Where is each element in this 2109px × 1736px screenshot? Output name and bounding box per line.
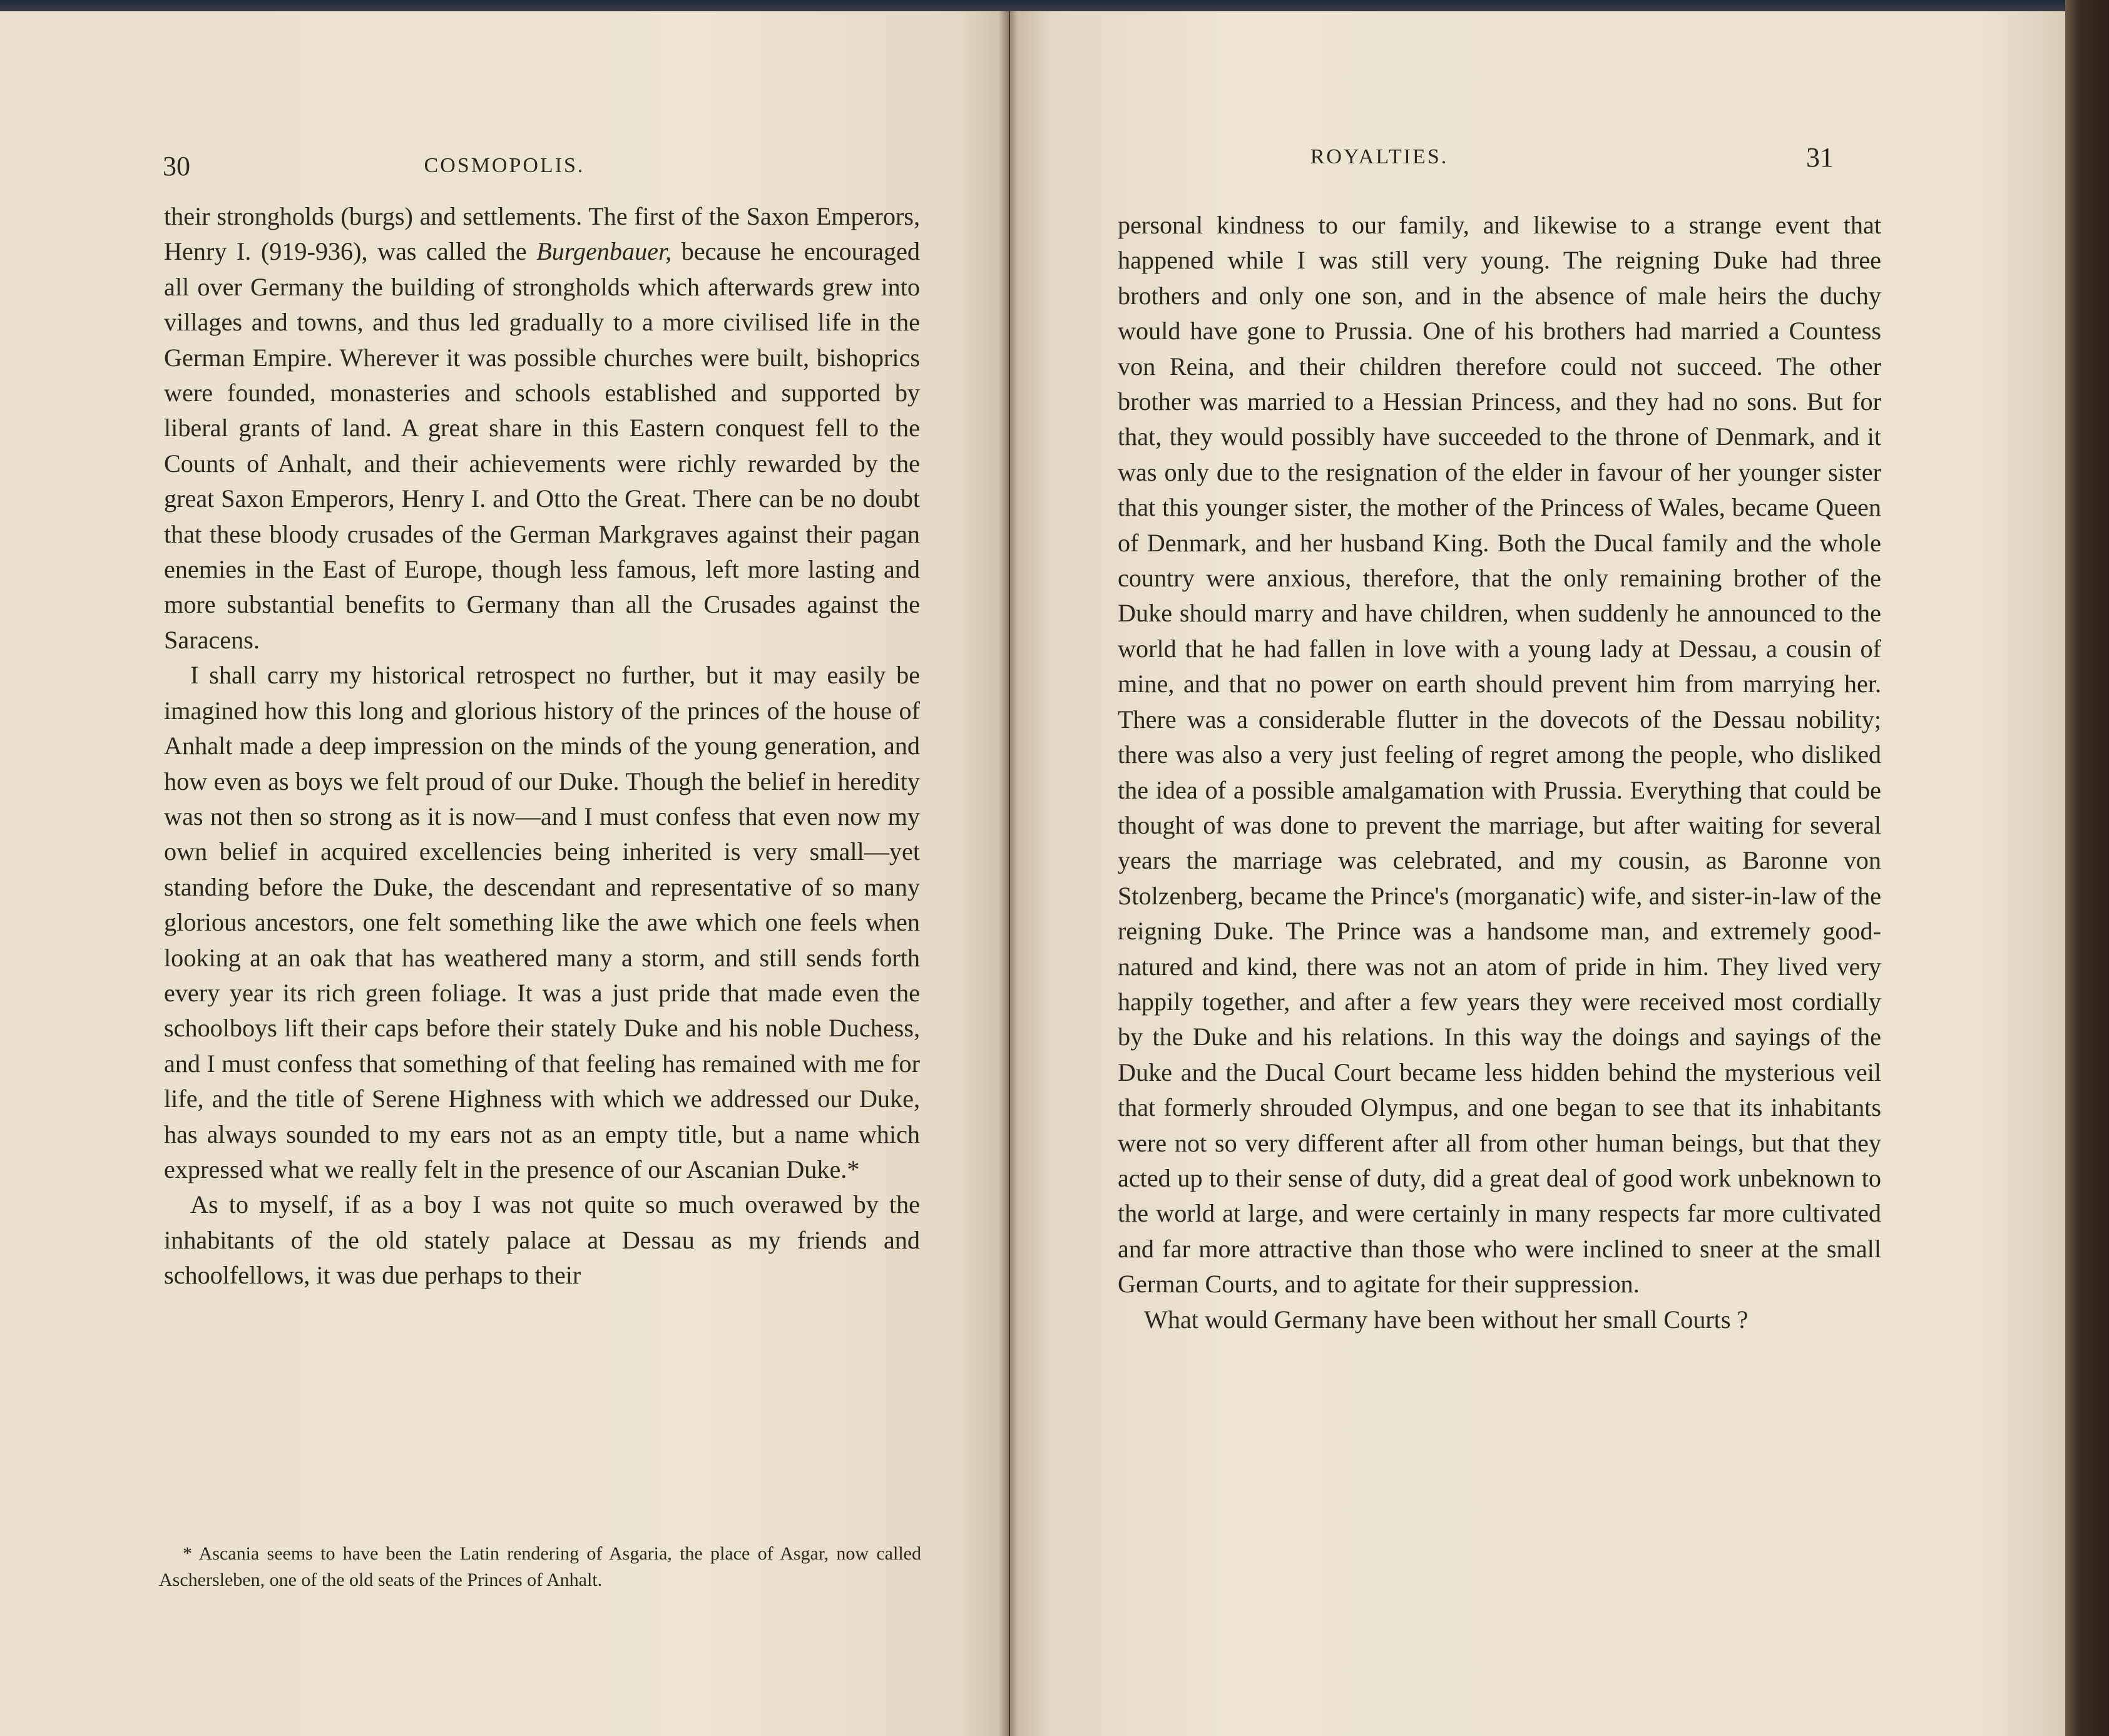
left-paragraph-1-italic: Burgenbauer,: [536, 237, 672, 266]
left-footnote-text: * Ascania seems to have been the Latin rendering of Asgaria, the place of Asgar, now called Aschersleben, one of the old seats of the Princes of Anhalt.: [159, 1543, 921, 1590]
right-page-header: [1010, 142, 2068, 183]
book-gutter: [999, 11, 1018, 1736]
right-paragraph-2: What would Germany have been without her small Courts ?: [1144, 1305, 1749, 1334]
left-body-text: [164, 199, 920, 1294]
right-page: [1010, 11, 2068, 1736]
left-page-header: [0, 151, 1009, 191]
left-footnote: [159, 1541, 921, 1593]
left-paragraph-1-text-b: because he encouraged all over Germany the building of strongholds which afterwards grew into villages and towns, and thus led gradually to a more civilised life in the German Empire. Wherever it was possible churches were built, bishoprics were founded, monasteries and schools established and supported by liberal grants of land. A great share in this Eastern conquest fell to the Counts of Anhalt, and their achievements were richly rewarded by the great Saxon Emperors, Henry I. and Otto the Great. There can be no doubt that these bloody crusades of the German Markgraves against their pagan enemies in the East of Europe, though less famous, left more lasting and more substantial benefits to Germany than all the Crusades against the Saracens.: [164, 237, 920, 654]
left-paragraph-1: [164, 199, 920, 658]
left-paragraph-2: I shall carry my historical retrospect no further, but it may easily be imagined how this long and glorious history of the princes of the house of Anhalt made a deep impression on the minds of the young generation, and how even as boys we felt proud of our Duke. Though the belief in heredity was not then so strong as it is now—and I must confess that even now my own belief in acquired excellencies being inherited is very small—yet standing before the Duke, the descendant and representative of so many glorious ancestors, one felt something like the awe which one feels when looking at an oak that has weathered many a storm, and still sends forth every year its rich green foliage. It was a just pride that made even the schoolboys lift their caps before their stately Duke and his noble Duchess, and I must confess that something of that feeling has remained with me for life, and the title of Serene Highness with which we addressed our Duke, has always sounded to my ears not as an empty title, but a name which expressed what we really felt in the presence of our Ascanian Duke.*: [164, 661, 920, 1183]
book-right-edge: [2065, 0, 2109, 1736]
left-running-head: COSMOPOLIS.: [424, 154, 585, 177]
left-paragraph-1-text-a: their strongholds (burgs) and settlements. The first of the Saxon Emperors, Henry I. (919-936), was called the: [164, 202, 920, 266]
left-paragraph-3: As to myself, if as a boy I was not quite so much overawed by the inhabitants of the old stately palace at Dessau as my friends and schoolfellows, it was due perhaps to their: [164, 1190, 920, 1290]
left-page: [0, 11, 1009, 1736]
right-page-number: 31: [1806, 142, 1834, 173]
right-body-text: [1118, 208, 1881, 1337]
right-running-head: ROYALTIES.: [1310, 145, 1449, 168]
right-paragraph-1: personal kindness to our family, and likewise to a strange event that happened while I was still very young. The reigning Duke had three brothers and only one son, and in the absence of male heirs the duchy would have gone to Prussia. One of his brothers had married a Countess von Reina, and their children therefore could not succeed. The other brother was married to a Hessian Princess, and they had no sons. But for that, they would possibly have succeeded to the throne of Denmark, and it was only due to the resignation of the elder in favour of her younger sister that this younger sister, the mother of the Princess of Wales, became Queen of Denmark, and her husband King. Both the Ducal family and the whole country were anxious, therefore, that the only remaining brother of the Duke should marry and have children, when suddenly he announced to the world that he had fallen in love with a young lady at Dessau, a cousin of mine, and that no power on earth should prevent him from marrying her. There was a considerable flutter in the dovecots of the Dessau nobility; there was also a very just feeling of regret among the people, who disliked the idea of a possible amalgamation with Prussia. Everything that could be thought of was done to prevent the marriage, but after waiting for several years the marriage was celebrated, and my cousin, as Baronne von Stolzenberg, became the Prince's (morganatic) wife, and sister-in-law of the reigning Duke. The Prince was a handsome man, and extremely good-natured and kind, there was not an atom of pride in him. They lived very happily together, and after a few years they were received most cordially by the Duke and his relations. In this way the doings and sayings of the Duke and the Ducal Court became less hidden behind the mysterious veil that formerly shrouded Olympus, and one began to see that its inhabitants were not so very different after all from other human beings, but that they acted up to their sense of duty, did a great deal of good work unbeknown to the world at large, and were certainly in many respects far more cultivated and far more attractive than those who were inclined to sneer at the small German Courts, and to agitate for their suppression.: [1118, 211, 1881, 1299]
left-page-number: 30: [163, 151, 190, 181]
